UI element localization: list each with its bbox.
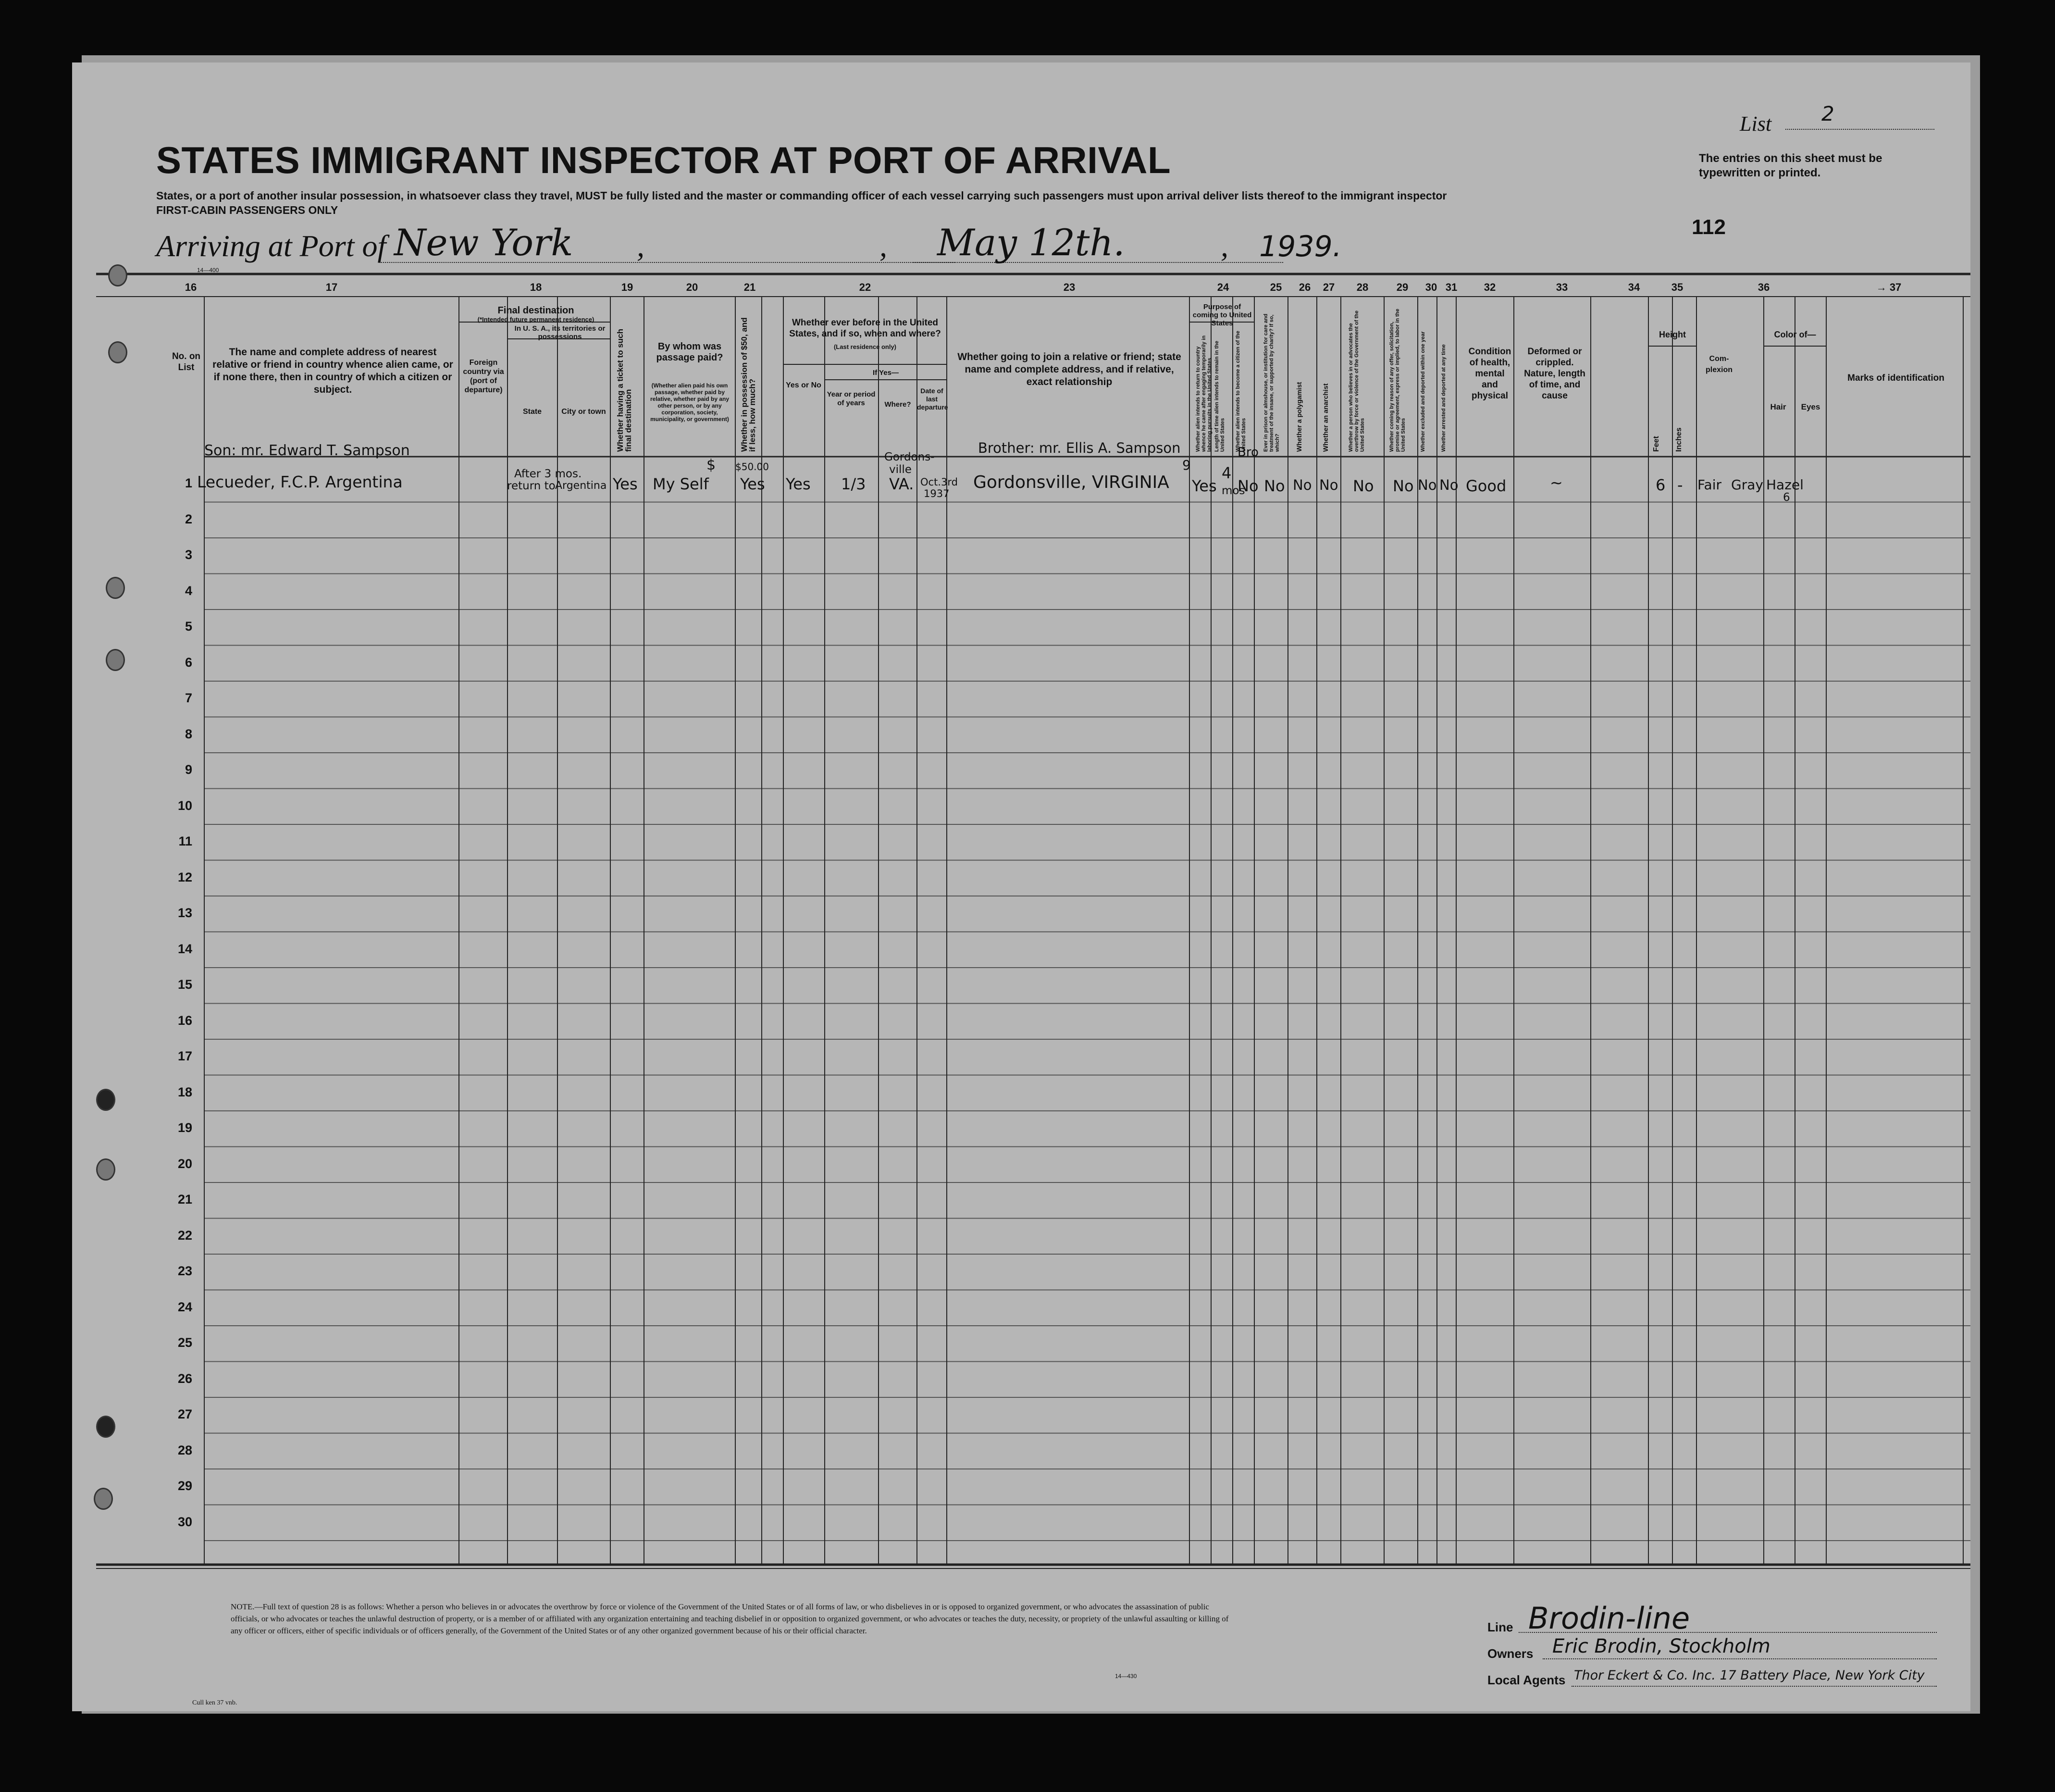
row-number: 16 [177, 1013, 192, 1028]
bottom-code: Cull ken 37 vnb. [192, 1699, 237, 1706]
col-29: 29 [1396, 281, 1409, 293]
row-number: 8 [185, 726, 192, 741]
row-number: 17 [177, 1049, 192, 1063]
hdr-hair: Hair [1770, 402, 1786, 411]
entry-money: $50.00 [735, 461, 769, 473]
entry-citizen: No [1238, 477, 1259, 495]
entry-destination-note2: return to [507, 480, 556, 492]
hdr-purpose: Purpose of coming to United States [1192, 303, 1252, 327]
col-28: 28 [1356, 281, 1369, 293]
entry-complexion: Fair [1697, 477, 1721, 493]
entry-stay-mark: 9 [1182, 457, 1191, 473]
col-19: 19 [621, 281, 633, 293]
col-30: 30 [1425, 281, 1437, 293]
hdr-feet: Feet [1652, 436, 1660, 452]
entry-years: 1/3 [841, 475, 866, 493]
entry-eyes-mark: 6 [1783, 491, 1790, 504]
entry-join-relative: Brother: mr. Ellis A. Sampson [978, 440, 1181, 456]
hdr-passage-paid: By whom was passage paid? [656, 341, 723, 363]
list-note: The entries on this sheet must be typewritten or printed. [1699, 152, 1882, 179]
hdr-30: Whether excluded and deported within one year [1420, 331, 1426, 452]
col-35: 35 [1671, 281, 1684, 293]
row-number: 24 [177, 1299, 192, 1314]
entry-feet: 6 [1656, 476, 1666, 494]
arriving-label: Arriving at Port of [156, 229, 386, 263]
entry-departure-1: Oct.3rd [920, 476, 958, 488]
entry-join-address: Gordonsville, VIRGINIA [973, 473, 1169, 492]
hdr-height: Height [1659, 330, 1686, 339]
row-number: 19 [177, 1120, 192, 1135]
hdr-24a: Whether alien intends to return to country whence he came after engaging temporarily in laboring pursuits in the United States [1195, 335, 1213, 452]
entry-relative-name: Son: mr. Edward T. Sampson [204, 442, 410, 459]
hdr-26: Whether a polygamist [1295, 382, 1303, 452]
entry-money-answer: Yes [740, 475, 765, 493]
col-33: 33 [1556, 281, 1568, 293]
col-23: 23 [1063, 281, 1076, 293]
row-number: 2 [185, 511, 192, 526]
row-number: 25 [177, 1335, 192, 1350]
hdr-year-period: Year or period of years [827, 390, 876, 407]
entry-col26: No [1293, 477, 1312, 493]
footer-agents-value: Thor Eckert & Co. Inc. 17 Battery Place, New York City [1574, 1668, 1925, 1683]
hdr-in-usa: In U. S. A., its territories or possessions [514, 324, 606, 341]
footer-line-label: Line [1487, 1620, 1513, 1634]
entry-purpose: Yes [1192, 477, 1217, 495]
binder-hole [96, 1089, 115, 1111]
binder-hole [106, 577, 125, 599]
entry-col27: No [1319, 477, 1338, 493]
hdr-passage-note: (Whether alien paid his own passage, whether paid by relative, whether paid by any other person, or by any corporation, society, municipality, or government) [650, 382, 730, 423]
row-number: 1 [185, 476, 192, 490]
entry-health: Good [1466, 477, 1507, 495]
footer-owners-value: Eric Brodin, Stockholm [1552, 1635, 1770, 1657]
row-number: 22 [177, 1228, 192, 1243]
row-number: 5 [185, 619, 192, 634]
col-32: 32 [1484, 281, 1496, 293]
form-title: STATES IMMIGRANT INSPECTOR AT PORT OF ARRIVAL [156, 139, 1171, 181]
binder-hole [106, 649, 125, 671]
hdr-last-residence: (Last residence only) [833, 343, 897, 350]
hdr-state: State [522, 408, 542, 416]
col-17: 17 [325, 281, 338, 293]
entry-eyes: Hazel [1766, 477, 1804, 493]
entry-departure-2: 1937 [924, 488, 950, 499]
binder-hole [108, 264, 127, 286]
hdr-complexion: Com-plexion [1705, 355, 1733, 374]
entry-col31: No [1439, 477, 1459, 493]
row-number: 30 [177, 1514, 192, 1529]
hdr-date-departure: Date of last departure [917, 387, 948, 411]
binder-hole [94, 1488, 113, 1510]
binder-hole [108, 341, 127, 363]
hdr-marks: Marks of identification [1847, 373, 1944, 383]
entry-passage: My Self [653, 475, 709, 493]
hdr-27: Whether an anarchist [1322, 383, 1329, 452]
port-name: New York [394, 221, 573, 264]
row-number: 14 [177, 941, 192, 956]
list-label: List [1740, 112, 1772, 136]
row-number: 28 [177, 1443, 192, 1457]
entry-ever-before: Yes [786, 475, 811, 493]
row-number: 7 [185, 691, 192, 705]
entry-deformed: ~ [1550, 473, 1563, 492]
entry-money-mark: $ [706, 457, 716, 473]
hdr-where: Where? [884, 400, 911, 409]
col-18: 18 [530, 281, 542, 293]
hdr-inches: Inches [1675, 427, 1683, 452]
page-number: 112 [1692, 215, 1726, 239]
entry-ticket: Yes [613, 475, 638, 493]
form-code-bottom: 14—430 [1115, 1673, 1137, 1680]
row-number: 29 [177, 1479, 192, 1493]
arrival-date: May 12th. [937, 221, 1125, 264]
entry-citizen-mark: Bro [1238, 445, 1259, 460]
row-number: 20 [177, 1156, 192, 1171]
row-number: 13 [177, 906, 192, 920]
col-36: 36 [1758, 281, 1770, 293]
hdr-city: City or town [561, 408, 606, 416]
entry-inches: - [1677, 476, 1683, 494]
col-22: 22 [859, 281, 871, 293]
hdr-foreign-country: Foreign country via (port of departure) [463, 359, 504, 394]
hdr-28: Whether a person who believes in or advocates the overthrow by force or violence of the Government of the United States [1348, 311, 1365, 452]
entry-length-num: 4 [1222, 464, 1232, 482]
hdr-health: Condition of health, mental and physical [1468, 347, 1511, 401]
entry-where-3: VA. [889, 475, 914, 493]
manifest-sheet: STATES IMMIGRANT INSPECTOR AT PORT OF ARRIVAL States, or a port of another insular possession, in whatsoever class they travel, MUST be fully listed and the master or commanding officer of each vessel carrying such passengers must upon arrival deliver lists thereof to the immigrant inspector FIRST-CABIN PASSENGERS ONLY List 2 The entries on this sheet must be typewritten or printed. 112 Arriving at Port of New York , , May 12th. , 1939. 14—400 16 17 18 19 20 21 22 23 24 25 26 27 28 29 30 31 32 33 34 35 36 → 37 No. on List The name and complete address of nearest relative or friend in country whence alien came, or if none there, then in country of which a citizen or subject. Final destination (*Intended future permanent residence) Foreign country via (port of departure) In U. S. A., its territories or possessions State City or town Whether having a ticket to such final destination By whom was passage paid? (Whether alien paid his own passage, whether paid by relative, whether paid by any other person, or by any corporation, society, municipality, or government) Whether in possession of $50, and if less, how much? Whether ever before in the United States, and if so, when and where? (Last residence only) Yes or No If Yes— Year or period of years Where? Date of last departure Whether going to join a relative or friend; state name and complete address, and if relative, exact relationship Purpose of coming to United States Whether alien intends to return to country whence he came after engaging temporarily in laboring pursuits in the United States Length of time alien intends to remain in the United States Whether alien intends to become a citizen of the United States Ever in prison or almshouse, or institution for care and treatment of the insane, or supported by charity? If so, which? Whether a polygamist Whether an anarchist Whether a person who believes in or advocates the overthrow by force or violence of the Government of the United States Whether coming by reason of any offer, solicitation, promise or agreement, express or implied, to labor in the United States Whether excluded and deported within one year Whether arrested and deported at any time Condition of health, mental and physical Deformed or crippled. Nature, length of time, and cause Height Feet Inches Com-plexion Color of— Hair Eyes Marks of identification 1 2 3 4 5 6 7 8 9 10 11 12 13 14 15 16 17 18 19 20 21 22 23 24 25 26 27 28 29 30 Son: mr. Edward T. Sampson Lecueder, F.C.P. Argentina After 3 mos. return to Argentina Yes My Self $ $50.00 Yes Yes 1/3 Gordons- ville VA. Oct.3rd 1937 Brother: mr. Ellis A. Sampson Gordonsville, VIRGINIA 9 Yes 4 mos Bro No No No No No No No No Good ~ 6 - Fair Gray Hazel 6 NOTE.—Full text of question 28 is as follows: Whether a person who believes in or advocates the overthrow by force or violence of the Government of the United States or of all forms of law, or who disbelieves in or is opposed to organized government, or who advocates the assassination of public officials, or who advocates or teaches the unlawful destruction of property, or is a member of or affiliated with any organization entertaining and teaching disbelief in or opposition to organized government, or who advocates or teaches the duty, necessity, or propriety of the unlawful assaulting or killing of any officer or officers, either of specific individuals or of officers generally, of the Government of the United States or of any other organized government because of his or their official character. 14—430 Cull ken 37 vnb. Line Brodin-line Owners Eric Brodin, Stockholm Local Agents Thor Eckert & Co. Inc. 17 Battery Place, New York City [72, 62, 1970, 1711]
col-24: 24 [1217, 281, 1229, 293]
hdr-color-of: Color of— [1774, 330, 1816, 339]
row-number: 10 [177, 798, 192, 813]
col-34: 34 [1628, 281, 1640, 293]
entry-where-1: Gordons- [884, 451, 935, 463]
row-number: 12 [177, 870, 192, 884]
hdr-29: Whether coming by reason of any offer, solicitation, promise or agreement, express or implied, to labor in the United States [1389, 309, 1406, 452]
row-number: 4 [185, 583, 192, 598]
footnote-question-28: NOTE.—Full text of question 28 is as follows: Whether a person who believes in or advocates the overthrow by force or violence of the Government of the United States or of all forms of law, or who disbelieves in or is opposed to organized government, or who advocates the assassination of public officials, or who advocates or teaches the unlawful destruction of property, or is a member of or affiliated with any organization entertaining and teaching disbelief in or opposition to organized government, or who advocates or teaches the duty, necessity, or propriety of the unlawful assaulting or killing of any officer or officers, either of specific individuals or of officers generally, of the Government of the United States or of any other organized government because of his or their official character. [231, 1602, 1229, 1635]
col-27: 27 [1323, 281, 1335, 293]
hdr-join-relative: Whether going to join a relative or friend; state name and complete address, and if relative, exact relationship [957, 351, 1181, 387]
row-number: 15 [177, 977, 192, 992]
entry-hair: Gray [1731, 477, 1763, 493]
col-25: 25 [1270, 281, 1282, 293]
col-21: 21 [743, 281, 756, 293]
arrival-year: 1939. [1259, 230, 1342, 263]
entry-destination-note1: After 3 mos. [514, 468, 582, 480]
entry-relative-address: Lecueder, F.C.P. Argentina [197, 473, 403, 491]
entry-col28: No [1353, 477, 1374, 495]
hdr-possession-50: Whether in possession of $50, and if less, how much? [740, 317, 757, 452]
footer-agents-label: Local Agents [1487, 1673, 1566, 1687]
row-number: 21 [177, 1192, 192, 1207]
binder-hole [96, 1416, 115, 1438]
hdr-yes-no: Yes or No [786, 381, 821, 389]
hdr-24b: Length of time alien intends to remain in the United States [1214, 340, 1226, 452]
entry-length-unit: mos [1222, 485, 1245, 497]
hdr-31: Whether arrested and deported at any time [1441, 344, 1447, 452]
hdr-24c: Whether alien intends to become a citizen of the United States [1235, 331, 1247, 452]
row-number: 9 [185, 762, 192, 777]
hdr-ticket: Whether having a ticket to such final destination [616, 329, 633, 452]
form-subtitle: States, or a port of another insular possession, in whatsoever class they travel, MUST be fully listed and the master or commanding officer of each vessel carrying such passengers must upon arrival deliver lists thereof to the immigrant inspector [156, 189, 1447, 202]
col-37: → 37 [1876, 281, 1902, 293]
entry-where-2: ville [889, 463, 912, 476]
entry-col29: No [1393, 477, 1414, 495]
entry-destination-country: Argentina [555, 480, 607, 492]
hdr-eyes: Eyes [1801, 402, 1820, 411]
entry-col25: No [1264, 477, 1285, 495]
hdr-ever-before: Whether ever before in the United States, and if so, when and where? [789, 318, 941, 339]
hdr-final-destination-note: (*Intended future permanent residence) [477, 316, 594, 323]
row-number: 27 [177, 1407, 192, 1421]
col-31: 31 [1445, 281, 1458, 293]
col-16: 16 [185, 281, 197, 293]
row-number: 26 [177, 1371, 192, 1386]
form-code-top: 14—400 [197, 267, 219, 274]
row-number: 3 [185, 548, 192, 562]
binder-hole [96, 1158, 115, 1181]
entry-col30: No [1418, 477, 1437, 493]
list-number: 2 [1821, 102, 1834, 125]
row-number: 11 [178, 834, 192, 848]
col-26: 26 [1299, 281, 1311, 293]
hdr-no-on-list: No. on List [172, 351, 201, 373]
row-number: 6 [185, 655, 192, 670]
table-grid [72, 62, 1970, 1711]
hdr-25: Ever in prison or almshouse, or institution for care and treatment of the insane, or supported by charity? If so, which? [1263, 313, 1280, 452]
row-number: 23 [177, 1264, 192, 1278]
hdr-if-yes: If Yes— [873, 369, 899, 377]
col-20: 20 [686, 281, 698, 293]
first-cabin-label: FIRST-CABIN PASSENGERS ONLY [156, 204, 338, 216]
hdr-final-destination: Final destination [497, 305, 574, 316]
footer-owners-label: Owners [1487, 1646, 1534, 1661]
footer-line-value: Brodin-line [1528, 1601, 1690, 1636]
hdr-deformed: Deformed or crippled. Nature, length of time, and cause [1524, 347, 1585, 401]
row-number: 18 [177, 1084, 192, 1099]
hdr-nearest-relative: The name and complete address of nearest relative or friend in country whence alien came, or if none there, then in country of which a citizen or subject. [212, 347, 453, 395]
